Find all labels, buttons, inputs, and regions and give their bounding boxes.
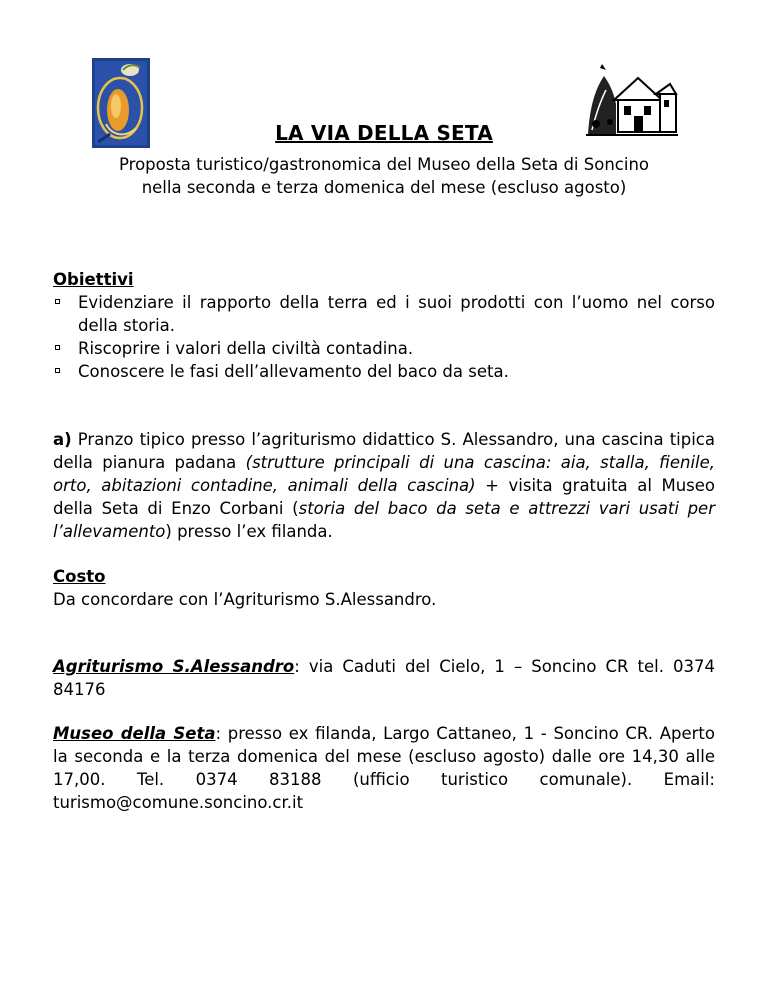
museo-info: Museo della Seta: presso ex filanda, Largo Cattaneo, 1 - Soncino CR. Aperto la seconda e la terza domenica del mese (escluso agosto) dalle ore 14,30 alle 17,00. Tel. 0374 83188 (ufficio turistico comunale). Email: turismo@comune.soncino.cr.it bbox=[53, 724, 715, 812]
objectives-heading: Obiettivi bbox=[53, 270, 134, 289]
museo-name: Museo della Seta bbox=[53, 724, 216, 743]
page-title: LA VIA DELLA SETA bbox=[275, 121, 493, 145]
checkbox-bullet-icon bbox=[55, 299, 60, 304]
cost-section bbox=[53, 565, 715, 611]
list-item: Riscoprire i valori della civiltà contadina. bbox=[53, 337, 715, 360]
list-item: Evidenziare il rapporto della terra ed i suoi prodotti con l’uomo nel corso della storia. bbox=[53, 291, 715, 337]
agriturismo-info: Agriturismo S.Alessandro: via Caduti del Cielo, 1 – Soncino CR tel. 0374 84176 bbox=[53, 657, 715, 699]
subtitle-line-2: nella seconda e terza domenica del mese (escluso agosto) bbox=[141, 178, 627, 197]
cost-heading: Costo bbox=[53, 567, 106, 586]
offer-paragraph: a) Pranzo tipico presso l’agriturismo didattico S. Alessandro, una cascina tipica della pianura padana (strutture principali di una cascina: aia, stalla, fienile, orto, abitazioni contadine, animali della cascina) + visita gratuita al Museo della Seta di Enzo Corbani (storia del baco da seta e attrezzi vari usati per l’allevamento) presso l’ex filanda. bbox=[53, 430, 716, 541]
subtitle-line-1: Proposta turistico/gastronomica del Museo della Seta di Soncino bbox=[118, 155, 649, 174]
list-item: Conoscere le fasi dell’allevamento del baco da seta. bbox=[53, 360, 715, 383]
checkbox-bullet-icon bbox=[55, 368, 60, 373]
checkbox-bullet-icon bbox=[55, 345, 60, 350]
agriturismo-name: Agriturismo S.Alessandro bbox=[53, 657, 295, 676]
objectives-section bbox=[53, 268, 715, 383]
offer-label: a) bbox=[53, 430, 72, 449]
cost-text: Da concordare con l’Agriturismo S.Alessandro. bbox=[53, 590, 437, 609]
objectives-list bbox=[53, 291, 715, 383]
